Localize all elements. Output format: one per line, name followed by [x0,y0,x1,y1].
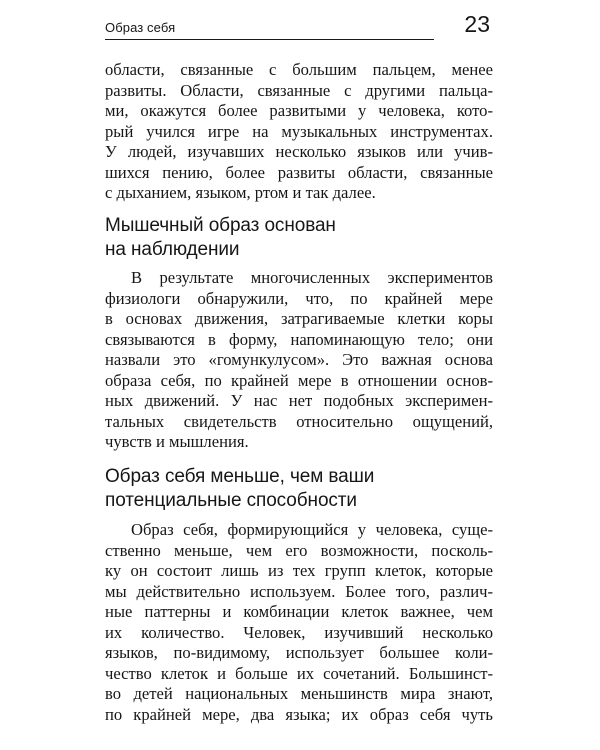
section-heading-muscle-image [105,214,493,262]
text-line: языков, по-видимому, использует большее коли- [105,643,493,662]
text-line: У людей, изучавших несколько языков или учив- [105,142,493,161]
heading-line: потенциальные способности [105,490,357,511]
text-line: их количество. Человек, изучивший несколько [105,622,493,642]
section-2-paragraph [105,520,493,725]
text-line: ку он состоит лишь из тех групп клеток, которые [105,561,493,580]
text-line: с дыханием, языком, ртом и так далее. [105,183,376,202]
running-header [105,12,490,40]
text-line: в основах движения, затрагиваемые клетки коры [105,309,493,328]
header-rule [105,39,434,40]
page-number: 23 [464,11,490,37]
running-title: Образ себя [105,20,176,35]
text-line: шихся пению, более развиты области, связанные [105,162,493,182]
text-line: ных движений. У нас нет подобных эксперимен- [105,391,493,410]
heading-line: Мышечный образ основан [105,215,336,236]
text-line: по крайней мере, два языка; их образ себя чуть [105,704,493,724]
heading-line: Образ себя меньше, чем ваши [105,466,375,487]
text-line: Образ себя, формирующийся у человека, суще- [131,520,493,539]
text-line: области, связанные с большим пальцем, менее [105,60,493,79]
text-line: во детей национальных меньшинств мира знают, [105,684,493,703]
text-line: тальных свидетельств относительно ощущений, [105,411,493,431]
text-line: физиологи обнаружили, что, по крайней мере [105,288,493,308]
heading-line: на наблюдении [105,239,240,260]
text-line: чувств и мышления. [105,432,249,451]
text-line: образа себя, по крайней мере в отношении основ- [105,370,493,390]
text-line: связываются в форму, напоминающую тело; они [105,329,493,349]
text-line: ми, окажутся более развитыми у человека, кото- [105,101,493,120]
paragraph-continued [105,60,493,204]
text-line: мы действительно используем. Более того, различ- [105,581,493,601]
text-line: ственно меньше, чем его возможности, посколь- [105,540,493,560]
text-line: рый учился игре на музыкальных инструментах. [105,121,493,141]
text-line: чество клеток и больше их сочетаний. Большинст- [105,663,493,683]
text-line: В результате многочисленных экспериментов [131,268,493,287]
section-1-paragraph [105,268,493,453]
text-line: развиты. Области, связанные с другими пальца- [105,80,493,100]
section-heading-self-image-smaller [105,465,493,513]
text-line: назвали это «гомункулусом». Это важная основа [105,350,493,369]
text-line: ные паттерны и комбинации клеток важнее, чем [105,602,493,621]
